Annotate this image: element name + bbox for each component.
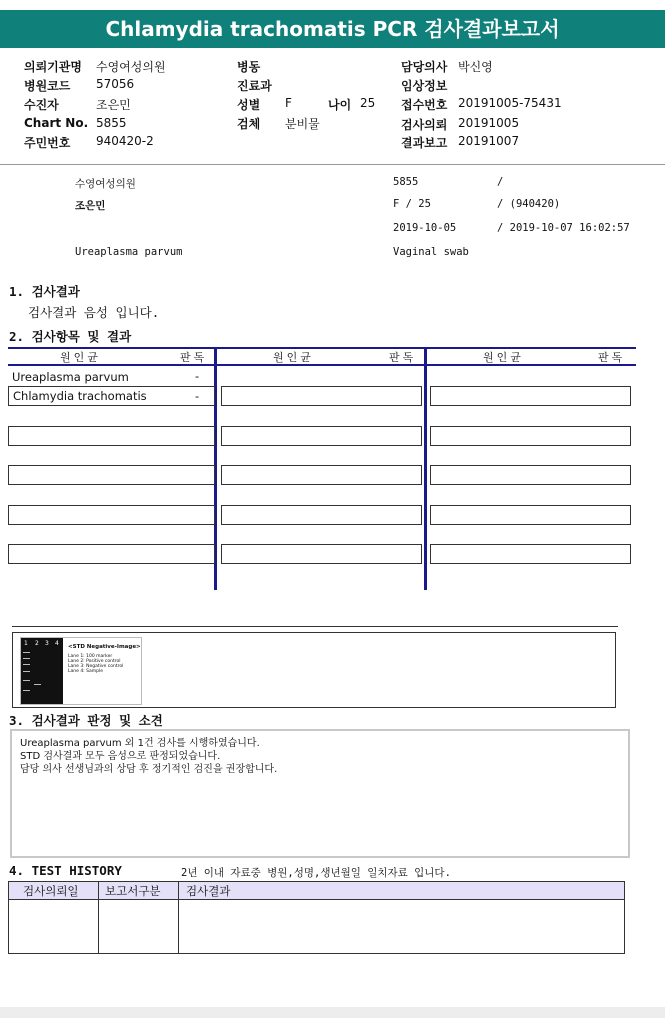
info-value: 25 xyxy=(360,96,376,110)
result-cell xyxy=(430,505,631,525)
result-cell xyxy=(430,426,631,446)
info-label: 임상정보 xyxy=(401,79,448,93)
result-organism: Chlamydia trachomatis xyxy=(13,389,147,403)
gel-band xyxy=(23,680,30,681)
info-value: F xyxy=(285,96,292,110)
result-organism: Ureaplasma parvum xyxy=(12,370,129,384)
info-label: 주민번호 xyxy=(24,136,71,150)
info-label: 담당의사 xyxy=(401,60,448,74)
summary-report-datetime: / 2019-10-07 16:02:57 xyxy=(497,222,630,234)
summary-organism: Ureaplasma parvum xyxy=(75,246,183,258)
info-value: 박신영 xyxy=(458,60,493,74)
summary-sex-age: F / 25 xyxy=(393,198,431,210)
info-label: 결과보고 xyxy=(401,136,448,150)
gel-band xyxy=(23,690,30,691)
summary-id: / (940420) xyxy=(497,198,561,210)
grid-header-result: 판독 xyxy=(389,351,417,364)
report-title: Chlamydia trachomatis PCR 검사결과보고서 xyxy=(0,10,665,48)
result-cell xyxy=(8,386,215,406)
gel-title: <STD Negative-Image> xyxy=(68,644,141,650)
grid-header-organism: 원인균 xyxy=(483,351,524,364)
opinion-line: Ureaplasma parvum 외 1건 검사를 시행하였습니다. xyxy=(20,738,260,749)
info-label: 병원코드 xyxy=(24,79,71,93)
grid-column-divider xyxy=(424,347,427,590)
summary-slash: / xyxy=(497,176,504,188)
section1-result: 검사결과 음성 입니다. xyxy=(28,305,160,320)
gel-lanes xyxy=(21,638,63,704)
info-label: 검체 xyxy=(237,117,261,131)
result-cell xyxy=(430,386,631,406)
info-value: 20191007 xyxy=(458,134,520,148)
result-cell xyxy=(430,544,631,564)
info-label: 진료과 xyxy=(237,79,272,93)
info-value: 5855 xyxy=(96,116,127,130)
section4-title: 4. TEST HISTORY xyxy=(9,863,122,878)
history-header-result: 검사결과 xyxy=(186,884,231,898)
grid-header-organism: 원인균 xyxy=(273,351,314,364)
section4-note: 2년 이내 자료중 병원,성명,생년월일 일치자료 입니다. xyxy=(181,867,451,879)
opinion-line: STD 검사결과 모두 음성으로 판정되었습니다. xyxy=(20,751,221,762)
info-label: 병동 xyxy=(237,60,261,74)
history-column-divider xyxy=(178,882,179,953)
grid-header-rule xyxy=(8,364,636,366)
info-label: 수진자 xyxy=(24,98,59,112)
image-top-rule xyxy=(12,626,618,627)
summary-hospital: 수영여성의원 xyxy=(75,178,136,190)
gel-band xyxy=(34,684,41,685)
info-value: 분비물 xyxy=(285,117,320,131)
grid-header-result: 판독 xyxy=(598,351,626,364)
history-header-row xyxy=(9,882,624,900)
result-cell xyxy=(8,544,215,564)
info-value: 20191005-75431 xyxy=(458,96,562,110)
result-cell xyxy=(8,426,215,446)
lane-number: 4 xyxy=(55,640,59,647)
result-cell xyxy=(430,465,631,485)
lane-number: 3 xyxy=(45,640,49,647)
grid-header-result: 판독 xyxy=(180,351,208,364)
gel-legend-item: Lane 2: Positive control xyxy=(68,659,121,664)
result-cell xyxy=(221,505,422,525)
info-value: 20191005 xyxy=(458,116,520,130)
summary-name: 조은민 xyxy=(75,200,106,212)
section1-title: 1. 검사결과 xyxy=(9,284,80,299)
info-value: 수영여성의원 xyxy=(96,60,166,74)
info-label: 나이 xyxy=(328,98,352,112)
result-cell xyxy=(221,426,422,446)
info-value: 940420-2 xyxy=(96,134,154,148)
result-cell xyxy=(8,505,215,525)
info-label: Chart No. xyxy=(24,116,89,130)
gel-band xyxy=(23,658,30,659)
grid-top-rule xyxy=(8,347,636,349)
summary-chart: 5855 xyxy=(393,176,419,188)
history-table xyxy=(8,881,625,954)
opinion-line: 담당 의사 선생님과의 상담 후 정기적인 검진을 권장합니다. xyxy=(20,764,278,775)
history-header-request-date: 검사의뢰일 xyxy=(23,884,79,898)
result-value: - xyxy=(195,369,200,383)
section2-title: 2. 검사항목 및 결과 xyxy=(9,329,132,344)
result-cell xyxy=(8,465,215,485)
info-divider xyxy=(0,164,665,165)
history-column-divider xyxy=(98,882,99,953)
section3-title: 3. 검사결과 판정 및 소견 xyxy=(9,713,163,728)
summary-specimen: Vaginal swab xyxy=(393,246,469,258)
result-value: - xyxy=(195,389,200,403)
gel-legend-item: Lane 3: Negative control xyxy=(68,664,124,669)
gel-band xyxy=(23,671,30,672)
gel-legend-item: Lane 1: 100 marker xyxy=(68,654,113,659)
history-header-report-type: 보고서구분 xyxy=(105,884,161,898)
result-cell xyxy=(221,386,422,406)
info-label: 성별 xyxy=(237,98,261,112)
lane-number: 2 xyxy=(35,640,39,647)
result-cell xyxy=(221,544,422,564)
info-label: 검사의뢰 xyxy=(401,118,448,132)
lane-number: 1 xyxy=(24,640,28,647)
gel-image xyxy=(20,637,142,705)
summary-request-date: 2019-10-05 xyxy=(393,222,457,234)
result-cell xyxy=(221,465,422,485)
info-label: 접수번호 xyxy=(401,98,448,112)
info-label: 의뢰기관명 xyxy=(24,60,82,74)
opinion-box xyxy=(10,729,630,858)
gel-band xyxy=(23,664,30,665)
gel-band xyxy=(23,652,30,653)
grid-header-organism: 원인균 xyxy=(60,351,101,364)
gel-image-box xyxy=(12,632,616,708)
gel-legend-item: Lane 4: Sample xyxy=(68,669,103,674)
info-value: 57056 xyxy=(96,77,135,91)
info-value: 조은민 xyxy=(96,98,131,112)
